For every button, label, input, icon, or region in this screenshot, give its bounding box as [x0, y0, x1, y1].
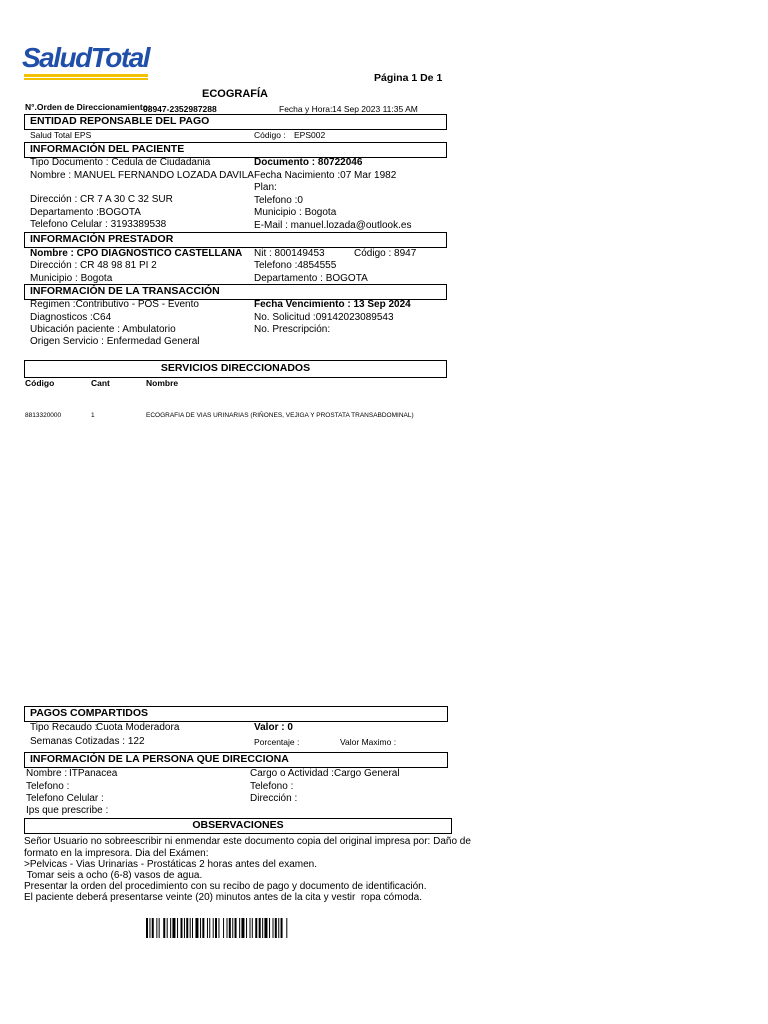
transaccion-origen: Origen Servicio : Enfermedad General: [30, 336, 200, 347]
pagos-tipo-recaudo-label: Tipo Recaudo :: [30, 722, 98, 733]
order-value: 08947-2352987288: [143, 104, 217, 114]
paciente-email: E-Mail : manuel.lozada@outlook.es: [254, 220, 412, 231]
barcode-bar: [192, 918, 193, 938]
paciente-tipo-doc: Tipo Documento : Cedula de Ciudadania: [30, 157, 211, 168]
observaciones-line: Tomar seis a ocho (6-8) vasos de agua.: [24, 870, 203, 881]
barcode-bar: [177, 918, 178, 938]
barcode-bar: [149, 918, 150, 938]
section-transaccion: [24, 284, 447, 300]
barcode-bar: [184, 918, 185, 938]
entidad-code-label: Código :: [254, 130, 286, 140]
barcode-bar: [239, 918, 240, 938]
direcciona-telefono: Telefono :: [26, 781, 70, 792]
page-number: Página 1 De 1: [374, 72, 443, 84]
barcode-bar: [269, 918, 270, 938]
barcode-bar: [190, 918, 191, 938]
paciente-plan: Plan:: [254, 182, 277, 193]
barcode-bar: [172, 918, 175, 938]
section-direcciona: [24, 752, 448, 768]
paciente-fecha-nac: Fecha Nacimiento :07 Mar 1982: [254, 170, 397, 181]
order-label: N°.Orden de Direccionamiento:: [25, 102, 151, 112]
paciente-direccion: Dirección : CR 7 A 30 C 32 SUR: [30, 194, 173, 205]
barcode-bar: [195, 918, 198, 938]
paciente-telefono: Telefono :0: [254, 195, 303, 206]
barcode-bar: [163, 918, 165, 938]
barcode-bar: [202, 918, 204, 938]
direcciona-ips: Ips que prescribe :: [26, 805, 109, 816]
transaccion-regimen: Regimen :Contributivo - POS - Evento: [30, 299, 199, 310]
barcode-bar: [227, 918, 228, 938]
observaciones-line: El paciente deberá presentarse veinte (20) minutos antes de la cita y vestir ropa cómoda.: [24, 892, 422, 903]
observaciones-line: formato en la impresora. Dia del Exámen:: [24, 848, 209, 859]
direcciona-nombre-label: Nombre :: [26, 768, 68, 779]
datetime-label: Fecha y Hora:: [279, 104, 333, 114]
barcode-bar: [159, 918, 160, 938]
observaciones-line: Presentar la orden del procedimiento con su recibo de pago y documento de identificación.: [24, 881, 427, 892]
row-codigo: 8813320000: [25, 412, 62, 419]
prestador-departamento: Departamento : BOGOTA: [254, 273, 368, 284]
pagos-semanas: Semanas Cotizadas : 122: [30, 736, 145, 747]
barcode-bar: [170, 918, 171, 938]
barcode-bar: [255, 918, 257, 938]
barcode-bar: [278, 918, 279, 938]
transaccion-solicitud: No. Solicitud :09142023089543: [254, 312, 394, 323]
direcciona-cargo-value: Cargo General: [334, 768, 400, 779]
observaciones-line: Señor Usuario no sobreescribir ni enmendar este documento copia del original impresa por: Daño de: [24, 836, 471, 847]
section-pagos: [24, 706, 448, 722]
section-title: OBSERVACIONES: [192, 819, 284, 831]
pagos-valor-maximo: Valor Maximo :: [340, 737, 397, 747]
col-header-cant: Cant: [91, 378, 110, 388]
paciente-nombre: Nombre : MANUEL FERNANDO LOZADA DAVILA: [30, 170, 254, 181]
barcode-bar: [286, 918, 287, 938]
pagos-porcentaje: Porcentaje :: [254, 737, 300, 747]
logo-stripe: [24, 74, 148, 77]
col-header-codigo: Código: [25, 378, 55, 388]
section-entidad: [24, 114, 447, 130]
barcode-bar: [275, 918, 277, 938]
barcode: [146, 918, 344, 938]
datetime-value: 14 Sep 2023 11:35 AM: [332, 104, 418, 114]
logo-stripe-2: [24, 78, 148, 80]
transaccion-vencimiento: Fecha Vencimiento : 13 Sep 2024: [254, 299, 411, 310]
section-title: INFORMACIÓN DE LA TRANSACCIÓN: [30, 285, 220, 297]
prestador-telefono: Telefono :4854555: [254, 260, 337, 271]
row-nombre: ECOGRAFIA DE VIAS URINARIAS (RIÑONES, VEJIGA Y PROSTATA TRANSABDOMINAL): [146, 412, 414, 419]
pagos-valor: Valor : 0: [254, 722, 293, 733]
barcode-bar: [246, 918, 247, 938]
direcciona-nombre-value: ITPanacea: [69, 768, 118, 779]
barcode-bar: [186, 918, 188, 938]
col-header-nombre: Nombre: [146, 378, 179, 388]
barcode-bar: [241, 918, 244, 938]
barcode-bar: [223, 918, 224, 938]
prestador-codigo: Código : 8947: [354, 248, 417, 259]
logo-text: SaludTotal: [22, 42, 150, 73]
direcciona-celular: Telefono Celular :: [26, 793, 104, 804]
barcode-bar: [215, 918, 217, 938]
section-prestador: [24, 232, 447, 248]
prestador-nombre: Nombre : CPO DIAGNOSTICO CASTELLANA: [30, 248, 243, 259]
observaciones-line: >Pelvicas - Vias Urinarias - Prostáticas 2 horas antes del examen.: [24, 859, 318, 870]
barcode-bar: [200, 918, 201, 938]
paciente-departamento: Departamento :BOGOTA: [30, 207, 141, 218]
salud-total-logo: [22, 42, 152, 82]
prestador-nit: Nit : 800149453: [254, 248, 325, 259]
paciente-documento: Documento : 80722046: [254, 157, 363, 168]
transaccion-diagnosticos: Diagnosticos :C64: [30, 312, 112, 323]
paciente-municipio: Municipio : Bogota: [254, 207, 337, 218]
section-title: INFORMACIÓN DEL PACIENTE: [30, 143, 185, 155]
barcode-bar: [207, 918, 208, 938]
barcode-bar: [264, 918, 267, 938]
barcode-bar: [273, 918, 274, 938]
barcode-bar: [259, 918, 261, 938]
barcode-bar: [250, 918, 251, 938]
transaccion-ubicacion: Ubicación paciente : Ambulatorio: [30, 324, 176, 335]
barcode-bar: [252, 918, 253, 938]
barcode-bar: [209, 918, 210, 938]
entidad-code-value: EPS002: [294, 130, 326, 140]
barcode-bar: [146, 918, 148, 938]
barcode-bar: [167, 918, 168, 938]
barcode-bar: [235, 918, 237, 938]
section-observaciones: [24, 818, 452, 834]
row-cant: 1: [91, 412, 95, 419]
direcciona-direccion: Dirección :: [250, 793, 298, 804]
section-paciente: [24, 142, 447, 158]
barcode-bar: [281, 918, 283, 938]
section-title: INFORMACIÓN DE LA PERSONA QUE DIRECCIONA: [30, 753, 289, 765]
transaccion-prescripcion: No. Prescripción:: [254, 324, 331, 335]
prestador-direccion: Dirección : CR 48 98 81 PI 2: [30, 260, 157, 271]
barcode-bar: [232, 918, 233, 938]
section-title: ENTIDAD REPONSABLE DEL PAGO: [30, 115, 210, 127]
section-servicios: [24, 360, 447, 378]
document-title: ECOGRAFÍA: [202, 88, 268, 100]
barcode-bar: [181, 918, 183, 938]
barcode-bar: [152, 918, 154, 938]
section-title: INFORMACIÓN PRESTADOR: [30, 233, 174, 245]
barcode-bar: [218, 918, 219, 938]
prestador-municipio: Municipio : Bogota: [30, 273, 113, 284]
barcode-bar: [229, 918, 231, 938]
section-title: SERVICIOS DIRECCIONADOS: [160, 362, 311, 374]
direcciona-cargo-label: Cargo o Actividad :: [250, 768, 334, 779]
pagos-tipo-recaudo-value: Cuota Moderadora: [96, 722, 180, 733]
entidad-name: Salud Total EPS: [30, 130, 92, 140]
paciente-celular: Telefono Celular : 3193389538: [30, 219, 167, 230]
barcode-bar: [262, 918, 263, 938]
direcciona-telefono-2: Telefono :: [250, 781, 294, 792]
barcode-bar: [213, 918, 214, 938]
barcode-bar: [156, 918, 157, 938]
section-title: PAGOS COMPARTIDOS: [30, 707, 149, 719]
